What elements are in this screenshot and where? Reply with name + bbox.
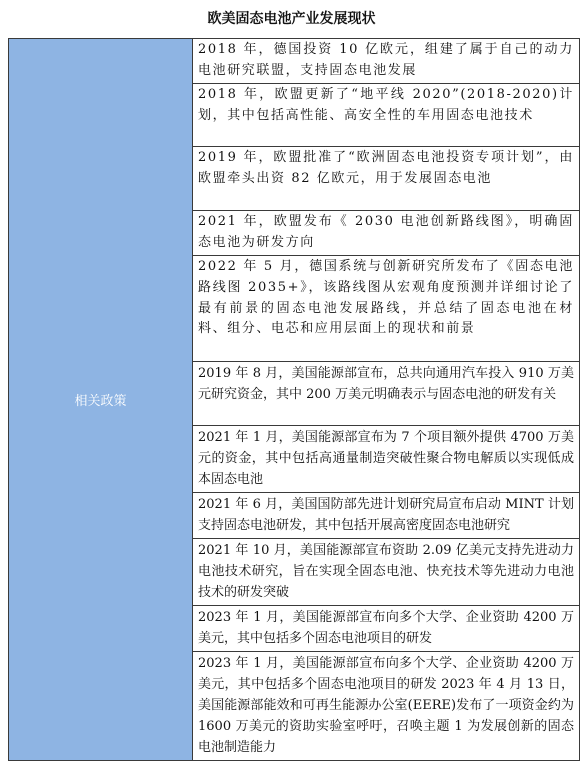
- policy-item: 2021 年 1 月，美国能源部宣布为 7 个项目额外提供 4700 万美元的资金，其中包括高通量制造突破性聚合物电解质以实现低成本固态电池: [193, 426, 580, 493]
- policy-item: 2019 年，欧盟批准了“欧洲固态电池投资专项计划”，由欧盟牵头出资 82 亿欧元，用于发展固态电池: [193, 147, 580, 211]
- policy-item: 2022 年 5 月，德国系统与创新研究所发布了《固态电池路线图 2035+》，该路线图从宏观角度预测并详细讨论了最有前景的固态电池发展路线，并总结了固态电池在材料、组分、电芯和应用层面上的现状和前景: [193, 256, 580, 362]
- policy-table: [8, 38, 580, 761]
- policy-item: 2019 年 8 月，美国能源部宣布，总共向通用汽车投入 910 万美元研究资金，其中 200 万美元明确表示与固态电池的研发有关: [193, 362, 580, 426]
- policy-item: 2018 年，德国投资 10 亿欧元，组建了属于自己的动力电池研究联盟，支持固态电池发展: [193, 39, 580, 84]
- policy-item: 2021 年，欧盟发布《 2030 电池创新路线图》，明确固态电池为研发方向: [193, 211, 580, 256]
- policy-item: 2018 年，欧盟更新了“地平线 2020”(2018-2020)计划，其中包括高性能、高安全性的车用固态电池技术: [193, 84, 580, 147]
- policy-item: 2021 年 6 月，美国国防部先进计划研究局宣布启动 MINT 计划支持固态电池研发，其中包括开展高密度固态电池研究: [193, 493, 580, 539]
- category-label-cell: 相关政策: [9, 39, 193, 761]
- page-title: 欧美固态电池产业发展现状: [207, 11, 376, 27]
- policy-item: 2023 年 1 月，美国能源部宣布向多个大学、企业资助 4200 万美元，其中包括多个固态电池项目的研发 2023 年 4 月 13 日，美国能源部能效和可再生能源办公室(EERE)发布了一项资金约为 1600 万美元的资助实验室呼吁，召唤主题 1 为发展创新的固态电池制造能力: [193, 652, 580, 761]
- table-row: [9, 39, 580, 84]
- policy-item: 2021 年 10 月，美国能源部宣布资助 2.09 亿美元支持先进动力电池技术研究，旨在实现全固态电池、快充技术等先进动力电池技术的研发突破: [193, 539, 580, 606]
- policy-item: 2023 年 1 月，美国能源部宣布向多个大学、企业资助 4200 万美元，其中包括多个固态电池项目的研发: [193, 606, 580, 652]
